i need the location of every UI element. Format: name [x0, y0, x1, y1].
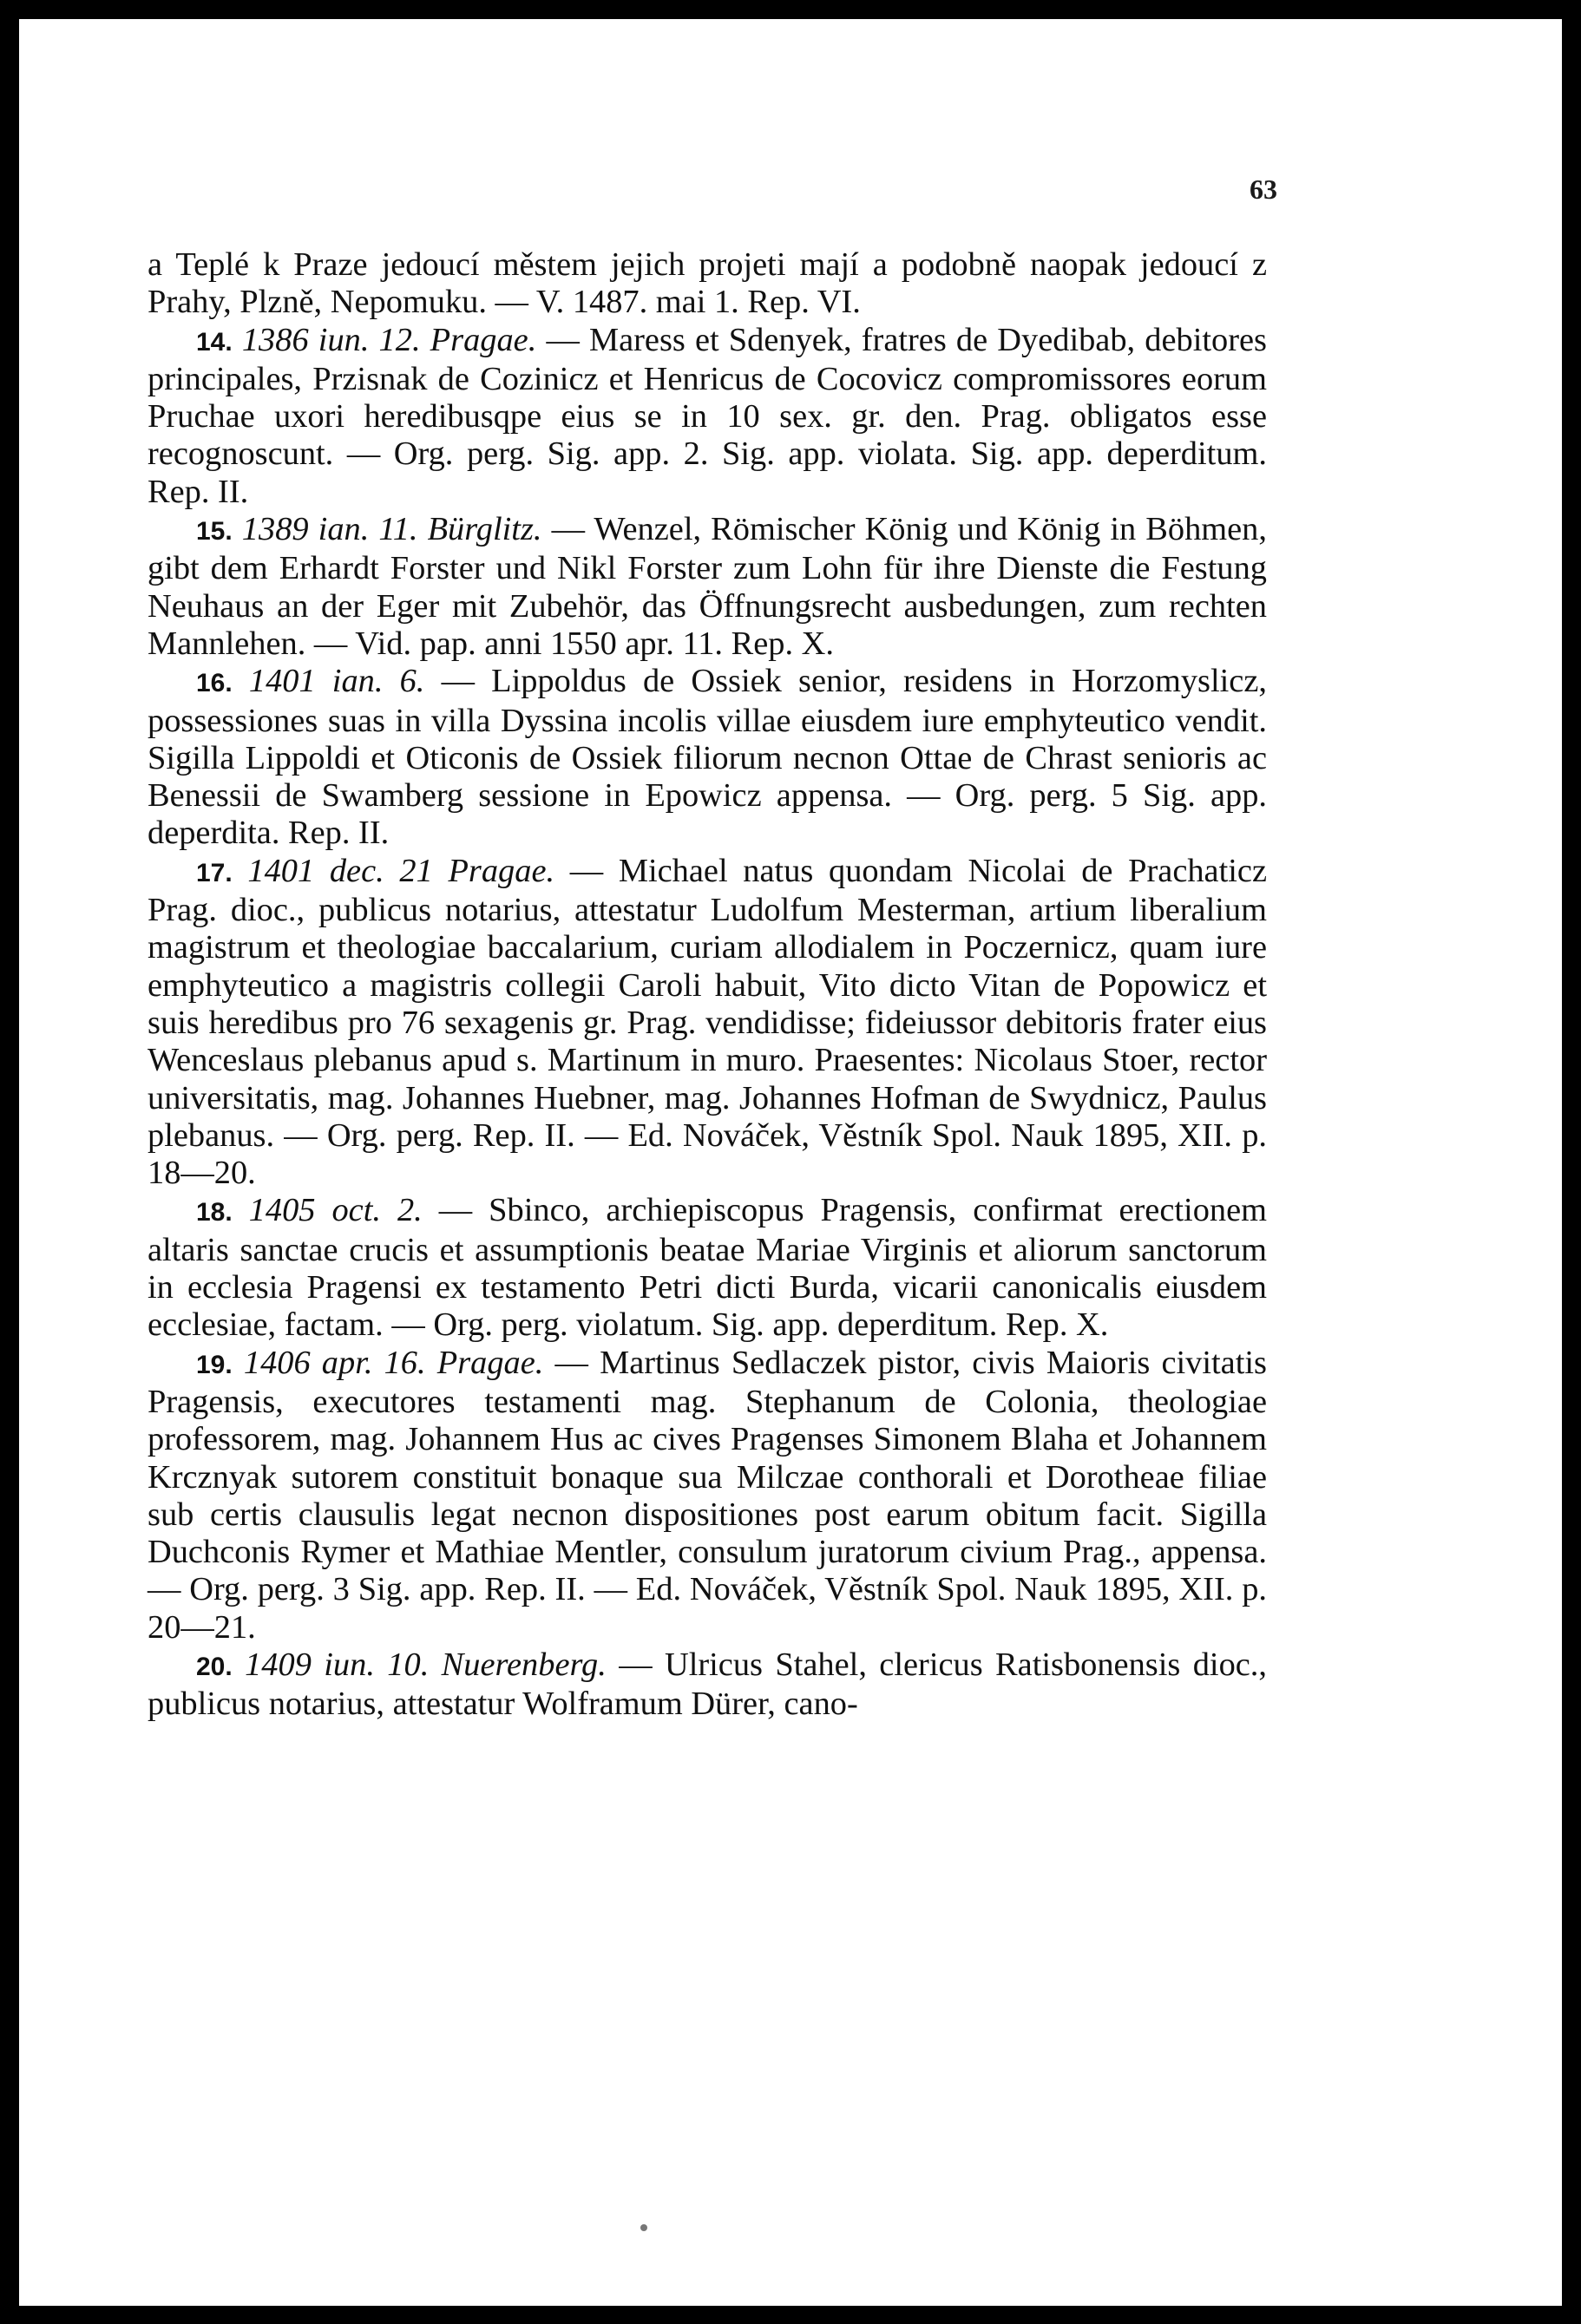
entry-number: 20. — [196, 1652, 233, 1681]
entry-15 — [148, 511, 1267, 663]
entry-text: — Martinus Sedlaczek pistor, civis Maioris civitatis Pragensis, executores testamenti mag. Stephanum de Colonia, theologiae professorem, mag. Johannem Hus ac cives Pragenses Simonem Blaha et Johannem Krcznyak sutorem constituit bonaque sua Milczae conthorali et Dorotheae filiae sub certis clausulis legat necnon dispositiones post earum obitum facit. Sigilla Duchconis Rymer et Mathiae Mentler, consulum juratorum civium Prag., appensa. — Org. perg. 3 Sig. app. Rep. II. — Ed. Nováček, Věstník Spol. Nauk 1895, XII. p. 20—21. — [148, 1344, 1267, 1646]
entry-number: 19. — [196, 1350, 233, 1379]
intro-paragraph — [148, 246, 1267, 322]
entry-14 — [148, 322, 1267, 511]
entry-18 — [148, 1192, 1267, 1344]
entry-date: 1409 iun. 10. Nuerenberg. — [245, 1646, 607, 1683]
entry-date: 1389 ian. 11. Bürglitz. — [241, 511, 542, 548]
entry-16 — [148, 663, 1267, 852]
entry-date: 1386 iun. 12. Pragae. — [241, 321, 537, 358]
entry-number: 17. — [196, 858, 233, 887]
entry-date: 1405 oct. 2. — [248, 1192, 423, 1229]
entry-date: 1401 dec. 21 Pragae. — [247, 852, 555, 889]
entry-text: — Ulricus Stahel, clericus Ratisbonensis dioc., publicus notarius, attestatur Wolframum Dürer, cano- — [148, 1646, 1268, 1723]
scan-speck — [640, 2224, 647, 2231]
entry-date: 1406 apr. 16. Pragae. — [243, 1344, 544, 1381]
entry-text: — Michael natus quondam Nicolai de Prachaticz Prag. dioc., publicus notarius, attestatur Ludolfum Mesterman, artium liberalium magistrum et theologiae baccalarium, curiam allodialem in Poczernicz, quam iure emphyteutico a magistris collegii Caroli habuit, Vito dicto Vitan de Popowicz et suis heredibus pro 76 sexagenis gr. Prag. vendidisse; fideiussor debitoris frater eius Wenceslaus plebanus apud s. Martinum in muro. Praesentes: Nicolaus Stoer, rector universitatis, mag. Johannes Huebner, mag. Johannes Hofman de Swydnicz, Paulus plebanus. — Org. perg. Rep. II. — Ed. Nováček, Věstník Spol. Nauk 1895, XII. p. 18—20. — [148, 852, 1267, 1192]
entry-number: 18. — [196, 1198, 233, 1227]
entry-17 — [148, 853, 1267, 1193]
entry-number: 15. — [196, 517, 233, 547]
document-body — [148, 246, 1267, 1724]
entry-number: 16. — [196, 669, 233, 698]
entry-text: — Wenzel, Römischer König und König in Böhmen, gibt dem Erhardt Forster und Nikl Forster zum Lohn für ihre Dienste die Festung Neuhaus an der Eger mit Zubehör, das Öffnungsrecht ausbedungen, zum rechten Mannlehen. — Vid. pap. anni 1550 apr. 11. Rep. X. — [148, 511, 1267, 662]
entry-text: — Lippoldus de Ossiek senior, residens in Horzomyslicz, possessiones suas in villa Dyssina incolis villae eiusdem iure emphyteutico vendit. Sigilla Lippoldi et Oticonis de Ossiek filiorum necnon Ottae de Chrast senioris ac Benessii de Swamberg sessione in Epowicz appensa. — Org. perg. 5 Sig. app. deperdita. Rep. II. — [148, 663, 1267, 852]
entry-date: 1401 ian. 6. — [248, 663, 425, 700]
entry-number: 14. — [196, 327, 233, 357]
entry-text: — Sbinco, archiepiscopus Pragensis, confirmat erectionem altaris sanctae crucis et assumptionis beatae Mariae Virginis et aliorum sanctorum in ecclesia Pragensi ex testamento Petri dicti Burda, vicarii canonicalis eiusdem ecclesiae, factam. — Org. perg. violatum. Sig. app. deperditum. Rep. X. — [148, 1192, 1267, 1344]
entry-19 — [148, 1345, 1267, 1646]
document-page — [19, 19, 1562, 2306]
entry-text: — Maress et Sdenyek, fratres de Dyedibab, debitores principales, Przisnak de Cozinicz et Henricus de Cocovicz compromissores eorum Pruchae uxori heredibusqpe eius se in 10 sex. gr. den. Prag. obligatos esse recognoscunt. — Org. perg. Sig. app. 2. Sig. app. violata. Sig. app. deperditum. Rep. II. — [148, 321, 1267, 510]
page-number: 63 — [1250, 173, 1277, 205]
intro-text: a Teplé k Praze jedoucí městem jejich projeti mají a podobně naopak jedoucí z Prahy, Plzně, Nepomuku. — V. 1487. mai 1. Rep. VI. — [148, 246, 1267, 321]
entry-20 — [148, 1646, 1267, 1724]
